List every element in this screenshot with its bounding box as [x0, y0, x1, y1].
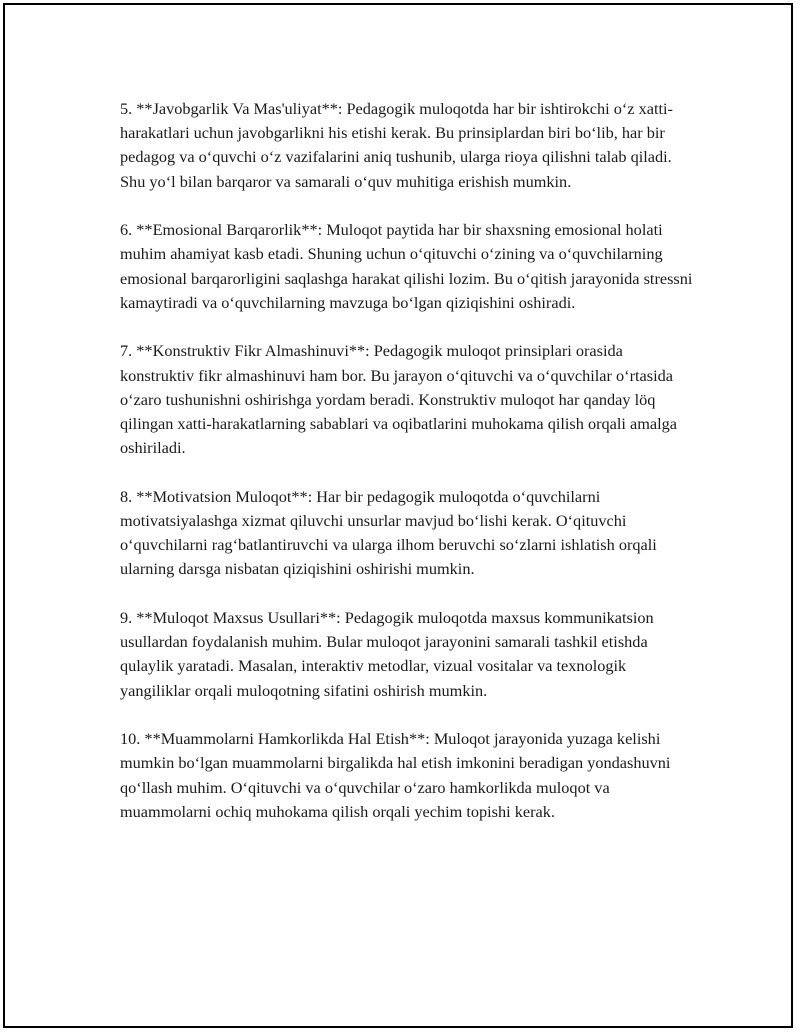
document-body	[120, 97, 700, 824]
paragraph-6: 6. **Emosional Barqarorlik**: Muloqot paytida har bir shaxsning emosional holati muhim ahamiyat kasb etadi. Shuning uchun o‘qituvchi o‘zining va o‘quvchilarning emosional barqarorligini saqlashga harakat qilishi lozim. Bu o‘qitish jarayonida stressni kamaytiradi va o‘quvchilarning mavzuga bo‘lgan qiziqishini oshiradi.	[120, 220, 693, 312]
paragraph-10: 10. **Muammolarni Hamkorlikda Hal Etish**: Muloqot jarayonida yuzaga kelishi mumkin bo‘lgan muammolarni birgalikda hal etish imkonini beradigan yondashuvni qo‘llash muhim. O‘qituvchi va o‘quvchilar o‘zaro hamkorlikda muloqot va muammolarni ochiq muhokama qilish orqali yechim topishi kerak.	[120, 729, 671, 821]
paragraph-9: 9. **Muloqot Maxsus Usullari**: Pedagogik muloqotda maxsus kommunikatsion usullardan foydalanish muhim. Bular muloqot jarayonini samarali tashkil etishda qulaylik yaratadi. Masalan, interaktiv metodlar, vizual vositalar va texnologik yangiliklar orqali muloqotning sifatini oshirish mumkin.	[120, 608, 654, 700]
page-frame	[3, 3, 793, 1028]
paragraph-7: 7. **Konstruktiv Fikr Almashinuvi**: Pedagogik muloqot prinsiplari orasida konstruktiv fikr almashinuvi ham bor. Bu jarayon o‘qituvchi va o‘quvchilar o‘rtasida o‘zaro tushunishni oshirishga yordam beradi. Konstruktiv muloqot har qanday löq qilingan xatti-harakatlarning sabablari va oqibatlarini muhokama qilish orqali amalga oshiriladi.	[120, 341, 678, 458]
paragraph-5: 5. **Javobgarlik Va Mas'uliyat**: Pedagogik muloqotda har bir ishtirokchi o‘z xatti-harakatlari uchun javobgarlikni his etishi kerak. Bu prinsiplardan biri bo‘lib, har bir pedagog va o‘quvchi o‘z vazifalarini aniq tushunib, ularga rioya qilishni talab qiladi. Shu yo‘l bilan barqaror va samarali o‘quv muhitiga erishish mumkin.	[120, 99, 673, 191]
paragraph-8: 8. **Motivatsion Muloqot**: Har bir pedagogik muloqotda o‘quvchilarni motivatsiyalashga xizmat qiluvchi unsurlar mavjud bo‘lishi kerak. O‘qituvchi o‘quvchilarni rag‘batlantiruvchi va ularga ilhom beruvchi so‘zlarni ishlatish orqali ularning darsga nisbatan qiziqishini oshirishi mumkin.	[120, 486, 657, 579]
